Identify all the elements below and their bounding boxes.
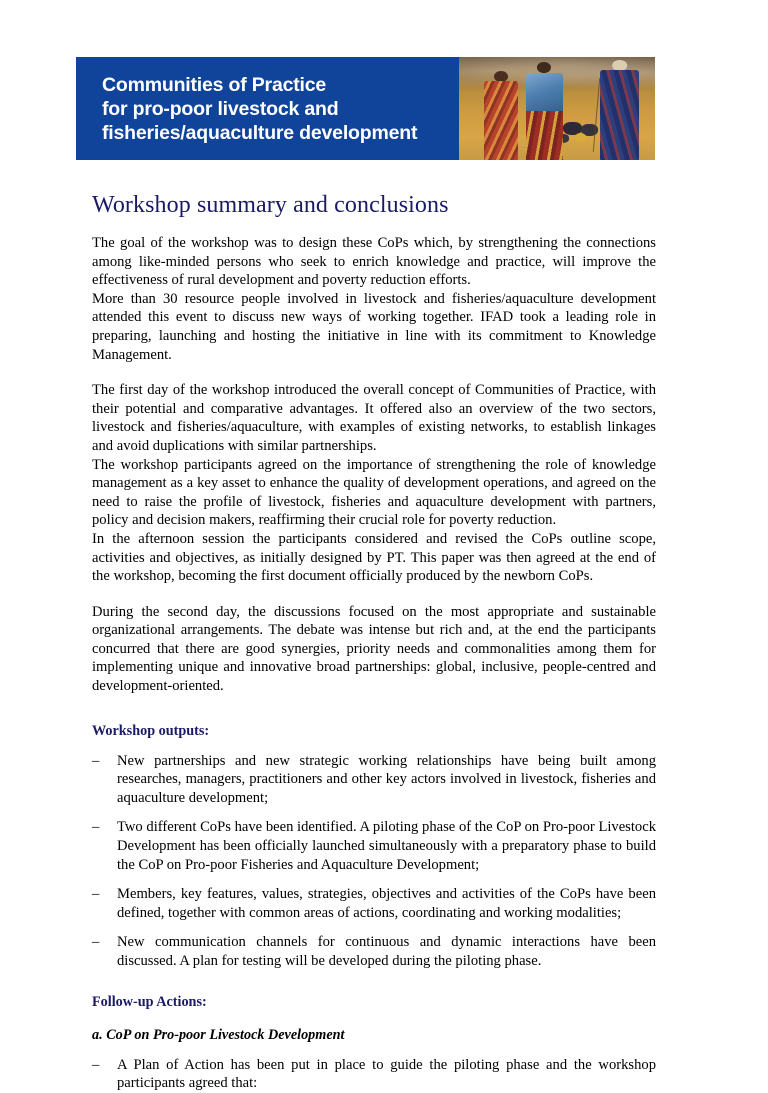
banner-text-panel bbox=[76, 57, 459, 160]
header-banner bbox=[76, 57, 655, 160]
banner-photo bbox=[459, 57, 655, 160]
paragraph: The first day of the workshop introduced the overall concept of Communities of Practice, with their potential and comparative advantages. It offered also an overview of the two sectors, livestock and fisheries/aquaculture, with examples of existing networks, to establish linkages and avoid duplications with similar partnerships. bbox=[92, 382, 656, 454]
list-item-text: New partnerships and new strategic working relationships have being built among researches, managers, practitioners and other key actors involved in livestock, fisheries and aquaculture development; bbox=[117, 752, 656, 806]
bullet-dash-icon: – bbox=[92, 934, 100, 951]
list-item-text: Members, key features, values, strategies, objectives and activities of the CoPs have been defined, together with common areas of actions, coordinating and working modalities; bbox=[117, 886, 656, 921]
paragraph: The goal of the workshop was to design these CoPs which, by strengthening the connections among like-minded persons who seek to enrich knowledge and practice, will improve the effectiveness of rural development and poverty reduction efforts. bbox=[92, 235, 656, 289]
list-item bbox=[92, 933, 656, 970]
follow-up-subsection-a-heading: a. CoP on Pro-poor Livestock Development bbox=[92, 1026, 345, 1043]
follow-up-actions-list bbox=[92, 1056, 656, 1093]
list-item bbox=[92, 752, 656, 808]
list-item-text: A Plan of Action has been put in place to guide the piloting phase and the workshop participants agreed that: bbox=[117, 1056, 656, 1092]
photo-figure bbox=[526, 62, 563, 160]
workshop-outputs-heading: Workshop outputs: bbox=[92, 722, 210, 739]
page-title: Workshop summary and conclusions bbox=[92, 192, 449, 218]
paragraph: In the afternoon session the participants considered and revised the CoPs outline scope, activities and objectives, as initially designed by PT. This paper was then agreed at the end of the workshop, becoming the first document officially produced by the newborn CoPs. bbox=[92, 530, 656, 585]
list-item-text: New communication channels for continuous and dynamic interactions have been discussed. A plan for testing will be developed during the piloting phase. bbox=[117, 934, 656, 969]
list-item bbox=[92, 885, 656, 922]
list-item bbox=[92, 1056, 656, 1093]
photo-figure-body bbox=[484, 81, 517, 160]
banner-title-line-2: for pro-poor livestock and bbox=[102, 98, 339, 120]
paragraph: More than 30 resource people involved in livestock and fisheries/aquaculture development attended this event to discuss new ways of working together. IFAD took a leading role in preparing, launching and hosting the initiative in line with its commitment to Knowledge Management. bbox=[92, 290, 656, 363]
workshop-outputs-list bbox=[92, 752, 656, 971]
photo-figure-head bbox=[537, 62, 551, 73]
follow-up-actions-heading: Follow-up Actions: bbox=[92, 993, 207, 1010]
list-item-text: Two different CoPs have been identified. A piloting phase of the CoP on Pro-poor Livestock Development has been officially launched simultaneously with a preparatory phase to build the CoP on Pro-poor Fisheries and Aquaculture Development; bbox=[117, 819, 656, 873]
bullet-dash-icon: – bbox=[92, 1056, 100, 1073]
bullet-dash-icon: – bbox=[92, 886, 100, 903]
photo-figure bbox=[484, 69, 517, 160]
photo-figure bbox=[600, 60, 639, 160]
banner-title-line-1: Communities of Practice bbox=[102, 74, 327, 96]
banner-title-line-3: fisheries/aquaculture development bbox=[102, 122, 418, 144]
photo-figure-body bbox=[526, 73, 563, 114]
paragraph: The workshop participants agreed on the importance of strengthening the role of knowledge management as a key asset to enhance the quality of development operations, and agreed on the need to raise the profile of livestock, fisheries and aquaculture development with partners, policy and decision makers, reaffirming their crucial role for poverty reduction. bbox=[92, 456, 656, 529]
document-content bbox=[92, 190, 656, 1093]
bullet-dash-icon: – bbox=[92, 752, 100, 769]
list-item bbox=[92, 818, 656, 874]
paragraph: During the second day, the discussions focused on the most appropriate and sustainable organizational arrangements. The debate was intense but rich and, at the end the participants concurred that there are good synergies, priority needs and commonalities among them for implementing unique and innovative broad partnerships: global, inclusive, people-centred and development-oriented. bbox=[92, 603, 656, 695]
bullet-dash-icon: – bbox=[92, 819, 100, 836]
photo-figure-body bbox=[600, 70, 639, 160]
photo-figure-skirt bbox=[526, 111, 563, 160]
banner-title bbox=[102, 73, 452, 145]
